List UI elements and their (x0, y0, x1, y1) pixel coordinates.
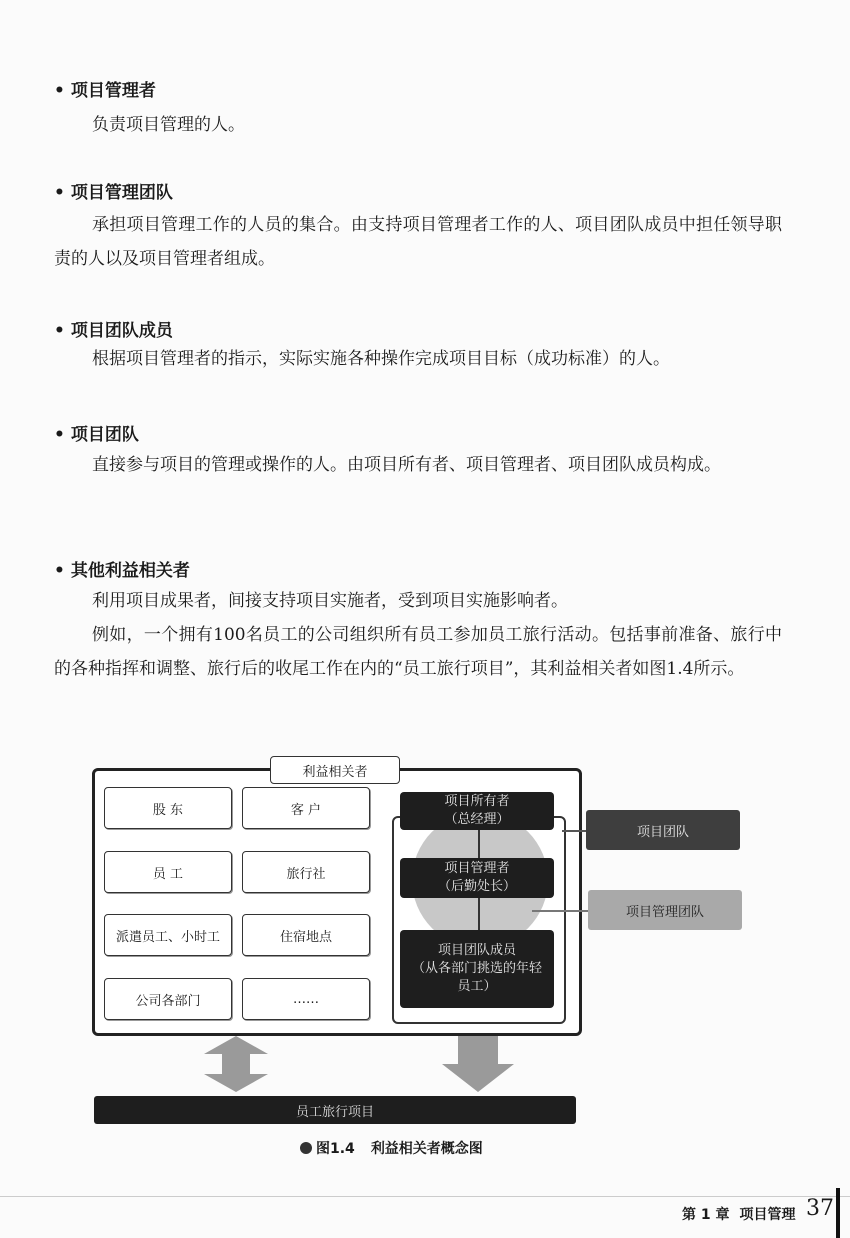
label-mgmt-team: 项目管理团队 (588, 890, 742, 930)
para-team-members: 根据项目管理者的指示，实际实施各种操作完成项目目标（成功标准）的人。 (92, 349, 670, 369)
box-shareholders: 股 东 (104, 787, 232, 829)
box-team-members: 项目团队成员 （从各部门挑选的年轻 员工） (400, 930, 554, 1008)
label-project-team: 项目团队 (586, 810, 740, 850)
para-project-team: 直接参与项目的管理或操作的人。由项目所有者、项目管理者、项目团队成员构成。 (92, 455, 721, 475)
para-other-stakeholders: 利用项目成果者，间接支持项目实施者，受到项目实施影响者。 (92, 591, 568, 611)
box-project-manager: 项目管理者 （后勤处长） (400, 858, 554, 898)
heading-mgmt-team: • 项目管理团队 (54, 183, 173, 203)
box-employees: 员 工 (104, 851, 232, 893)
footer-rule (0, 1196, 850, 1197)
heading-other-stakeholders: • 其他利益相关者 (54, 561, 190, 581)
mgmt-team-connector (532, 910, 588, 912)
team-connector (562, 830, 586, 832)
box-ellipsis: …… (242, 978, 370, 1020)
box-lodging: 住宿地点 (242, 914, 370, 956)
para-project-manager: 负责项目管理的人。 (92, 115, 245, 135)
box-temp-workers: 派遣员工、小时工 (104, 914, 232, 956)
heading-project-manager: • 项目管理者 (54, 81, 156, 101)
footer-edge-bar (836, 1188, 840, 1238)
figure-caption: 图1.4 利益相关者概念图 (300, 1138, 560, 1158)
box-departments: 公司各部门 (104, 978, 232, 1020)
para-example: 例如，一个拥有100名员工的公司组织所有员工参加员工旅行活动。包括事前准备、旅行中的各种指挥和调整、旅行后的收尾工作在内的“员工旅行项目”，其利益相关者如图1.4所示。 (54, 625, 782, 679)
caption-bullet-icon (300, 1142, 312, 1154)
project-bar: 员工旅行项目 (94, 1096, 576, 1124)
down-arrow-icon (438, 1034, 518, 1094)
bidirectional-arrow-icon (196, 1034, 276, 1094)
page-number: 37 (806, 1196, 834, 1221)
heading-team-members: • 项目团队成员 (54, 321, 173, 341)
box-customers: 客 户 (242, 787, 370, 829)
frame-label: 利益相关者 (270, 756, 400, 784)
footer-chapter: 第 1 章 项目管理 (682, 1207, 796, 1223)
box-travel-agency: 旅行社 (242, 851, 370, 893)
para-mgmt-team: 承担项目管理工作的人员的集合。由支持项目管理者工作的人、项目团队成员中担任领导职责的人以及项目管理者组成。 (54, 215, 782, 269)
box-project-owner: 项目所有者 （总经理） (400, 792, 554, 830)
heading-project-team: • 项目团队 (54, 425, 139, 445)
